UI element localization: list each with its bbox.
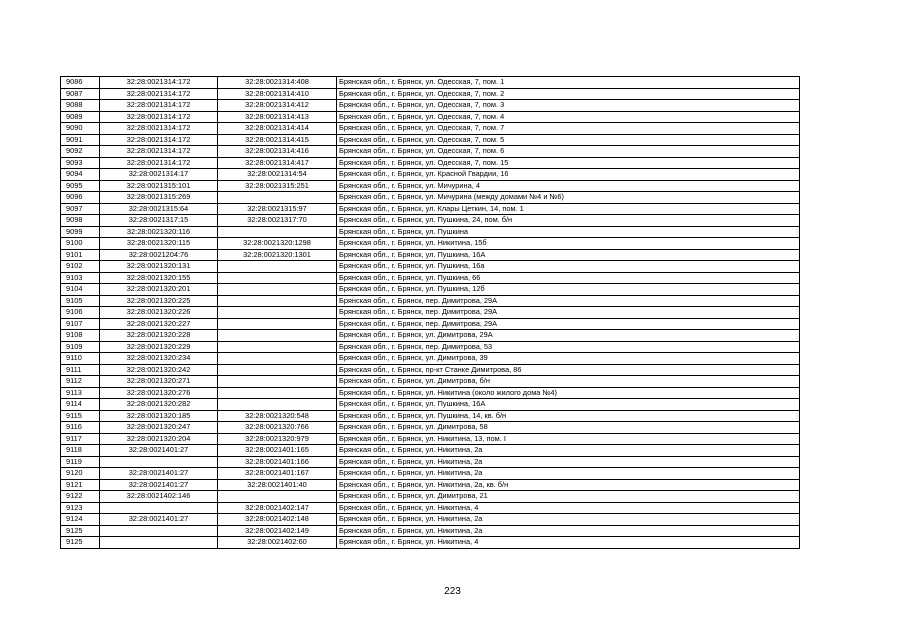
cadastral-number-cell: 32:28:0021314:172 <box>100 77 218 89</box>
object-cadastral-number-cell <box>218 364 337 376</box>
cadastral-number-cell: 32:28:0021320:276 <box>100 387 218 399</box>
row-number-cell: 9087 <box>61 88 100 100</box>
address-cell: Брянская обл., г. Брянск, пер. Димитрова, 29А <box>337 295 800 307</box>
object-cadastral-number-cell: 32:28:0021314:413 <box>218 111 337 123</box>
address-cell: Брянская обл., г. Брянск, ул. Димитрова, 39 <box>337 353 800 365</box>
object-cadastral-number-cell <box>218 399 337 411</box>
address-cell: Брянская обл., г. Брянск, ул. Пушкина, 24, пом. б/н <box>337 215 800 227</box>
row-number-cell: 9109 <box>61 341 100 353</box>
object-cadastral-number-cell <box>218 387 337 399</box>
row-number-cell: 9102 <box>61 261 100 273</box>
object-cadastral-number-cell: 32:28:0021320:766 <box>218 422 337 434</box>
object-cadastral-number-cell <box>218 307 337 319</box>
table-row <box>61 111 800 123</box>
object-cadastral-number-cell: 32:28:0021314:410 <box>218 88 337 100</box>
cadastral-number-cell: 32:28:0021320:131 <box>100 261 218 273</box>
table-row <box>61 88 800 100</box>
cadastral-number-cell: 32:28:0021320:234 <box>100 353 218 365</box>
table-row <box>61 157 800 169</box>
address-cell: Брянская обл., г. Брянск, ул. Пушкина <box>337 226 800 238</box>
address-cell: Брянская обл., г. Брянск, ул. Димитрова, 58 <box>337 422 800 434</box>
row-number-cell: 9110 <box>61 353 100 365</box>
row-number-cell: 9089 <box>61 111 100 123</box>
table-row <box>61 261 800 273</box>
table-row <box>61 192 800 204</box>
object-cadastral-number-cell: 32:28:0021317:70 <box>218 215 337 227</box>
object-cadastral-number-cell: 32:28:0021314:415 <box>218 134 337 146</box>
table-row <box>61 238 800 250</box>
address-cell: Брянская обл., г. Брянск, ул. Пушкина, 16а <box>337 261 800 273</box>
address-cell: Брянская обл., г. Брянск, ул. Одесская, 7, пом. 3 <box>337 100 800 112</box>
row-number-cell: 9125 <box>61 525 100 537</box>
object-cadastral-number-cell <box>218 295 337 307</box>
row-number-cell: 9104 <box>61 284 100 296</box>
cadastral-number-cell <box>100 525 218 537</box>
table-row <box>61 134 800 146</box>
row-number-cell: 9112 <box>61 376 100 388</box>
table-row <box>61 307 800 319</box>
table-row <box>61 284 800 296</box>
row-number-cell: 9099 <box>61 226 100 238</box>
cadastral-number-cell: 32:28:0021314:172 <box>100 134 218 146</box>
cadastral-number-cell: 32:28:0021320:185 <box>100 410 218 422</box>
row-number-cell: 9096 <box>61 192 100 204</box>
address-cell: Брянская обл., г. Брянск, пер. Димитрова, 53 <box>337 341 800 353</box>
object-cadastral-number-cell <box>218 376 337 388</box>
cadastral-number-cell: 32:28:0021315:269 <box>100 192 218 204</box>
table-row <box>61 445 800 457</box>
row-number-cell: 9106 <box>61 307 100 319</box>
cadastral-number-cell: 32:28:0021320:242 <box>100 364 218 376</box>
object-cadastral-number-cell: 32:28:0021402:148 <box>218 514 337 526</box>
address-cell: Брянская обл., г. Брянск, пр-кт Станке Димитрова, 86 <box>337 364 800 376</box>
address-cell: Брянская обл., г. Брянск, ул. Одесская, 7, пом. 5 <box>337 134 800 146</box>
object-cadastral-number-cell <box>218 261 337 273</box>
object-cadastral-number-cell: 32:28:0021401:167 <box>218 468 337 480</box>
row-number-cell: 9116 <box>61 422 100 434</box>
object-cadastral-number-cell: 32:28:0021320:548 <box>218 410 337 422</box>
cadastral-number-cell <box>100 456 218 468</box>
row-number-cell: 9097 <box>61 203 100 215</box>
cadastral-number-cell: 32:28:0021320:271 <box>100 376 218 388</box>
table-row <box>61 468 800 480</box>
address-cell: Брянская обл., г. Брянск, ул. Никитина, 2а, кв. б/н <box>337 479 800 491</box>
cadastral-number-cell: 32:28:0021314:172 <box>100 111 218 123</box>
table-row <box>61 100 800 112</box>
row-number-cell: 9095 <box>61 180 100 192</box>
address-cell: Брянская обл., г. Брянск, ул. Никитина (около жилого дома №4) <box>337 387 800 399</box>
address-cell: Брянская обл., г. Брянск, ул. Никитина, 4 <box>337 502 800 514</box>
table-row <box>61 514 800 526</box>
row-number-cell: 9122 <box>61 491 100 503</box>
address-cell: Брянская обл., г. Брянск, ул. Мичурина, 4 <box>337 180 800 192</box>
object-cadastral-number-cell: 32:28:0021314:414 <box>218 123 337 135</box>
cadastral-number-cell: 32:28:0021401:27 <box>100 445 218 457</box>
row-number-cell: 9100 <box>61 238 100 250</box>
cadastral-number-cell: 32:28:0021320:155 <box>100 272 218 284</box>
row-number-cell: 9098 <box>61 215 100 227</box>
row-number-cell: 9120 <box>61 468 100 480</box>
object-cadastral-number-cell: 32:28:0021314:408 <box>218 77 337 89</box>
address-cell: Брянская обл., г. Брянск, ул. Клары Цеткин, 14, пом. 1 <box>337 203 800 215</box>
address-cell: Брянская обл., г. Брянск, ул. Пушкина, 16А <box>337 399 800 411</box>
row-number-cell: 9101 <box>61 249 100 261</box>
cadastral-number-cell: 32:28:0021320:229 <box>100 341 218 353</box>
address-cell: Брянская обл., г. Брянск, ул. Никитина, 2а <box>337 456 800 468</box>
address-cell: Брянская обл., г. Брянск, ул. Одесская, 7, пом. 15 <box>337 157 800 169</box>
cadastral-number-cell: 32:28:0021402:146 <box>100 491 218 503</box>
row-number-cell: 9088 <box>61 100 100 112</box>
address-cell: Брянская обл., г. Брянск, ул. Никитина, 4 <box>337 537 800 549</box>
cadastral-number-cell: 32:28:0021320:201 <box>100 284 218 296</box>
table-row <box>61 353 800 365</box>
cadastral-number-cell: 32:28:0021401:27 <box>100 479 218 491</box>
table-row <box>61 537 800 549</box>
cadastral-number-cell: 32:28:0021401:27 <box>100 468 218 480</box>
table-row <box>61 376 800 388</box>
object-cadastral-number-cell: 32:28:0021402:60 <box>218 537 337 549</box>
address-cell: Брянская обл., г. Брянск, ул. Никитина, 2а <box>337 525 800 537</box>
object-cadastral-number-cell: 32:28:0021402:147 <box>218 502 337 514</box>
table-row <box>61 491 800 503</box>
object-cadastral-number-cell <box>218 284 337 296</box>
table-row <box>61 180 800 192</box>
address-cell: Брянская обл., г. Брянск, ул. Одесская, 7, пом. 1 <box>337 77 800 89</box>
table-row <box>61 456 800 468</box>
cadastral-number-cell: 32:28:0021320:204 <box>100 433 218 445</box>
object-cadastral-number-cell <box>218 272 337 284</box>
cadastral-number-cell: 32:28:0021314:172 <box>100 123 218 135</box>
cadastral-number-cell: 32:28:0021314:172 <box>100 157 218 169</box>
table-row <box>61 249 800 261</box>
table-row <box>61 387 800 399</box>
row-number-cell: 9108 <box>61 330 100 342</box>
table-row <box>61 330 800 342</box>
row-number-cell: 9124 <box>61 514 100 526</box>
row-number-cell: 9119 <box>61 456 100 468</box>
object-cadastral-number-cell <box>218 226 337 238</box>
cadastral-number-cell: 32:28:0021314:17 <box>100 169 218 181</box>
registry-table <box>60 76 800 549</box>
address-cell: Брянская обл., г. Брянск, ул. Пушкина, 16А <box>337 249 800 261</box>
address-cell: Брянская обл., г. Брянск, ул. Никитина, 15б <box>337 238 800 250</box>
address-cell: Брянская обл., г. Брянск, ул. Одесская, 7, пом. 2 <box>337 88 800 100</box>
object-cadastral-number-cell: 32:28:0021314:417 <box>218 157 337 169</box>
address-cell: Брянская обл., г. Брянск, ул. Одесская, 7, пом. 7 <box>337 123 800 135</box>
cadastral-number-cell <box>100 537 218 549</box>
address-cell: Брянская обл., г. Брянск, пер. Димитрова, 29А <box>337 307 800 319</box>
address-cell: Брянская обл., г. Брянск, ул. Никитина, 2а <box>337 468 800 480</box>
table-row <box>61 123 800 135</box>
cadastral-number-cell: 32:28:0021204:76 <box>100 249 218 261</box>
address-cell: Брянская обл., г. Брянск, ул. Никитина, 13, пом. I <box>337 433 800 445</box>
row-number-cell: 9086 <box>61 77 100 89</box>
address-cell: Брянская обл., г. Брянск, ул. Димитрова, б/н <box>337 376 800 388</box>
row-number-cell: 9115 <box>61 410 100 422</box>
row-number-cell: 9105 <box>61 295 100 307</box>
object-cadastral-number-cell: 32:28:0021402:149 <box>218 525 337 537</box>
row-number-cell: 9113 <box>61 387 100 399</box>
row-number-cell: 9114 <box>61 399 100 411</box>
row-number-cell: 9107 <box>61 318 100 330</box>
address-cell: Брянская обл., г. Брянск, ул. Пушкина, 12б <box>337 284 800 296</box>
cadastral-number-cell: 32:28:0021320:225 <box>100 295 218 307</box>
cadastral-number-cell <box>100 502 218 514</box>
table-row <box>61 318 800 330</box>
cadastral-number-cell: 32:28:0021314:172 <box>100 100 218 112</box>
table-row <box>61 226 800 238</box>
object-cadastral-number-cell: 32:28:0021314:412 <box>218 100 337 112</box>
cadastral-number-cell: 32:28:0021320:282 <box>100 399 218 411</box>
row-number-cell: 9093 <box>61 157 100 169</box>
table-row <box>61 433 800 445</box>
object-cadastral-number-cell: 32:28:0021315:251 <box>218 180 337 192</box>
row-number-cell: 9125 <box>61 537 100 549</box>
address-cell: Брянская обл., г. Брянск, ул. Одесская, 7, пом. 4 <box>337 111 800 123</box>
row-number-cell: 9123 <box>61 502 100 514</box>
table-row <box>61 146 800 158</box>
table-row <box>61 215 800 227</box>
object-cadastral-number-cell <box>218 330 337 342</box>
cadastral-number-cell: 32:28:0021315:101 <box>100 180 218 192</box>
cadastral-number-cell: 32:28:0021314:172 <box>100 146 218 158</box>
row-number-cell: 9111 <box>61 364 100 376</box>
object-cadastral-number-cell: 32:28:0021401:165 <box>218 445 337 457</box>
cadastral-number-cell: 32:28:0021314:172 <box>100 88 218 100</box>
address-cell: Брянская обл., г. Брянск, ул. Никитина, 2а <box>337 514 800 526</box>
address-cell: Брянская обл., г. Брянск, ул. Димитрова, 29А <box>337 330 800 342</box>
object-cadastral-number-cell: 32:28:0021401:166 <box>218 456 337 468</box>
cadastral-number-cell: 32:28:0021320:228 <box>100 330 218 342</box>
object-cadastral-number-cell <box>218 353 337 365</box>
cadastral-number-cell: 32:28:0021317:15 <box>100 215 218 227</box>
row-number-cell: 9118 <box>61 445 100 457</box>
address-cell: Брянская обл., г. Брянск, ул. Димитрова, 21 <box>337 491 800 503</box>
address-cell: Брянская обл., г. Брянск, ул. Мичурина (между домами №4 и №6) <box>337 192 800 204</box>
cadastral-number-cell: 32:28:0021320:226 <box>100 307 218 319</box>
cadastral-number-cell: 32:28:0021320:247 <box>100 422 218 434</box>
table-row <box>61 399 800 411</box>
table-row <box>61 295 800 307</box>
object-cadastral-number-cell <box>218 341 337 353</box>
object-cadastral-number-cell: 32:28:0021320:979 <box>218 433 337 445</box>
row-number-cell: 9103 <box>61 272 100 284</box>
object-cadastral-number-cell <box>218 318 337 330</box>
row-number-cell: 9094 <box>61 169 100 181</box>
address-cell: Брянская обл., г. Брянск, ул. Пушкина, 14, кв. б/н <box>337 410 800 422</box>
table-row <box>61 479 800 491</box>
table-row <box>61 272 800 284</box>
object-cadastral-number-cell <box>218 192 337 204</box>
table-row <box>61 203 800 215</box>
row-number-cell: 9092 <box>61 146 100 158</box>
object-cadastral-number-cell: 32:28:0021315:97 <box>218 203 337 215</box>
object-cadastral-number-cell: 32:28:0021314:416 <box>218 146 337 158</box>
table-row <box>61 502 800 514</box>
cadastral-number-cell: 32:28:0021401:27 <box>100 514 218 526</box>
table-row <box>61 525 800 537</box>
table-row <box>61 364 800 376</box>
address-cell: Брянская обл., г. Брянск, ул. Никитина, 2а <box>337 445 800 457</box>
registry-table-body <box>61 77 800 549</box>
row-number-cell: 9117 <box>61 433 100 445</box>
address-cell: Брянская обл., г. Брянск, пер. Димитрова, 29А <box>337 318 800 330</box>
table-row <box>61 422 800 434</box>
cadastral-number-cell: 32:28:0021315:64 <box>100 203 218 215</box>
table-row <box>61 77 800 89</box>
address-cell: Брянская обл., г. Брянск, ул. Пушкина, 66 <box>337 272 800 284</box>
table-row <box>61 410 800 422</box>
table-row <box>61 169 800 181</box>
page-number: 223 <box>444 586 461 597</box>
cadastral-number-cell: 32:28:0021320:116 <box>100 226 218 238</box>
object-cadastral-number-cell: 32:28:0021320:1301 <box>218 249 337 261</box>
object-cadastral-number-cell: 32:28:0021320:1298 <box>218 238 337 250</box>
address-cell: Брянская обл., г. Брянск, ул. Красной Гвардии, 16 <box>337 169 800 181</box>
object-cadastral-number-cell: 32:28:0021314:54 <box>218 169 337 181</box>
object-cadastral-number-cell: 32:28:0021401:40 <box>218 479 337 491</box>
object-cadastral-number-cell <box>218 491 337 503</box>
table-row <box>61 341 800 353</box>
row-number-cell: 9121 <box>61 479 100 491</box>
row-number-cell: 9090 <box>61 123 100 135</box>
address-cell: Брянская обл., г. Брянск, ул. Одесская, 7, пом. 6 <box>337 146 800 158</box>
cadastral-number-cell: 32:28:0021320:115 <box>100 238 218 250</box>
row-number-cell: 9091 <box>61 134 100 146</box>
cadastral-number-cell: 32:28:0021320:227 <box>100 318 218 330</box>
